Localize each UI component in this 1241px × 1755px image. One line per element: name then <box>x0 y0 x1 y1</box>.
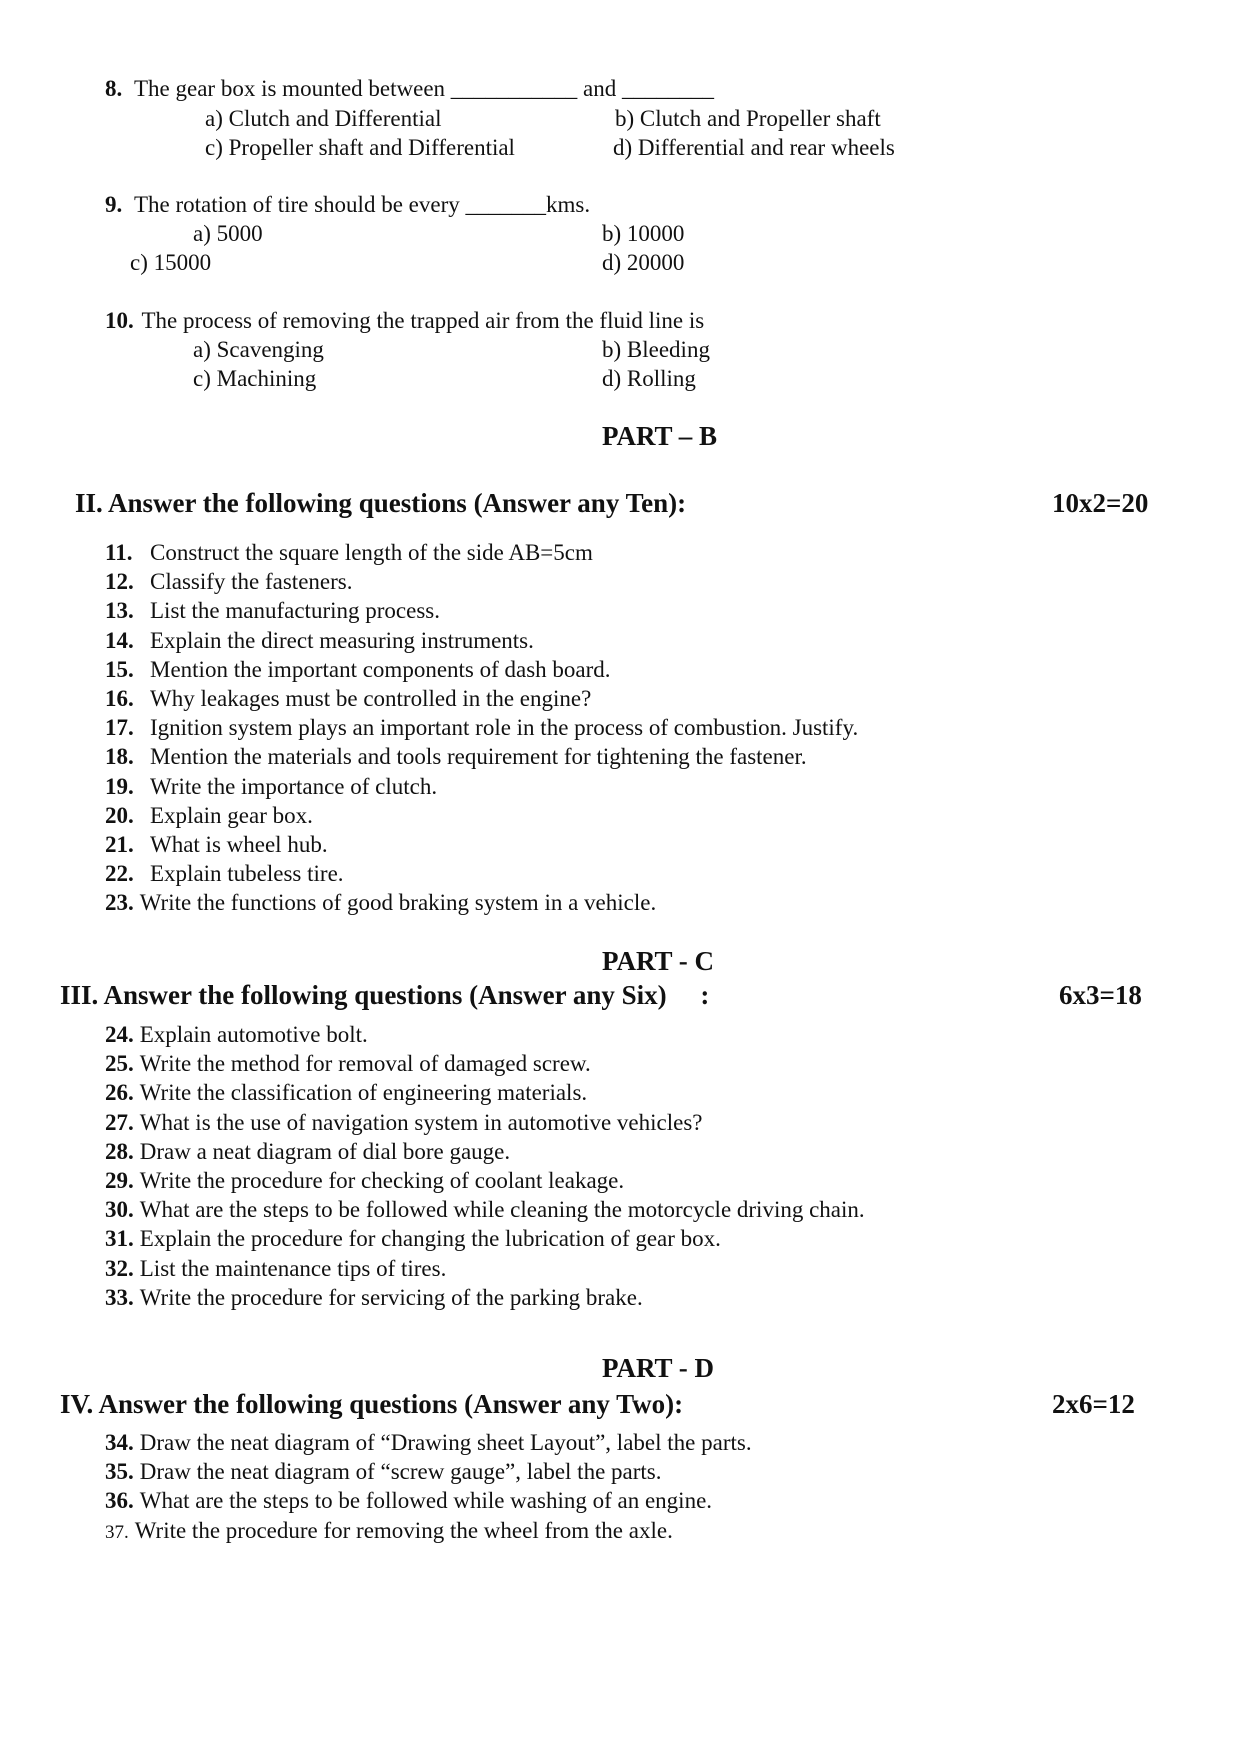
list-item: 21. What is wheel hub. <box>105 832 328 858</box>
question-text: The rotation of tire should be every _______kms. <box>134 192 591 217</box>
list-item: 18. Mention the materials and tools requirement for tightening the fastener. <box>105 744 807 770</box>
question-8 <box>105 74 714 103</box>
list-item: 15. Mention the important components of dash board. <box>105 656 611 682</box>
question-number: 8. <box>105 76 123 101</box>
list-item: 36. What are the steps to be followed while washing of an engine. <box>105 1488 713 1514</box>
part-c-marks: 6x3=18 <box>1059 980 1142 1010</box>
list-item: 24. Explain automotive bolt. <box>105 1022 368 1047</box>
question-text: The gear box is mounted between ___________ and ________ <box>134 76 714 101</box>
option-a: a) 5000 <box>193 221 263 246</box>
option-d: d) Differential and rear wheels <box>613 135 895 160</box>
list-item: 12. Classify the fasteners. <box>105 569 353 595</box>
list-item: 25. Write the method for removal of damaged screw. <box>105 1051 591 1077</box>
list-item: 31. Explain the procedure for changing the lubrication of gear box. <box>105 1226 721 1252</box>
list-item: 11. Construct the square length of the side AB=5cm <box>105 540 593 565</box>
list-item: 32. List the maintenance tips of tires. <box>105 1255 447 1281</box>
part-c-heading: III. Answer the following questions (Answer any Six) : <box>60 980 710 1010</box>
part-d-heading: IV. Answer the following questions (Answer any Two): <box>60 1389 684 1419</box>
option-b: b) 10000 <box>602 221 685 246</box>
list-item: 33. Write the procedure for servicing of the parking brake. <box>105 1284 643 1310</box>
option-c: c) 15000 <box>130 250 212 275</box>
part-d-marks: 2x6=12 <box>1052 1389 1135 1419</box>
option-c: c) Machining <box>193 366 317 391</box>
list-item: 14. Explain the direct measuring instruments. <box>105 627 534 653</box>
part-b-heading: II. Answer the following questions (Answer any Ten): <box>75 488 687 518</box>
list-item: 30. What are the steps to be followed while cleaning the motorcycle driving chain. <box>105 1197 865 1223</box>
list-item: 17. Ignition system plays an important role in the process of combustion. Justify. <box>105 715 859 741</box>
list-item: 16. Why leakages must be controlled in the engine? <box>105 686 592 712</box>
question-9 <box>105 190 590 219</box>
option-d: d) Rolling <box>602 366 696 391</box>
option-d: d) 20000 <box>602 250 685 275</box>
part-b-questions <box>105 538 858 918</box>
option-a: a) Clutch and Differential <box>205 106 442 131</box>
list-item: 26. Write the classification of engineering materials. <box>105 1080 588 1106</box>
question-number: 10. <box>105 308 134 333</box>
list-item: 37. Write the procedure for removing the wheel from the axle. <box>105 1517 673 1543</box>
part-c-questions <box>105 1020 865 1312</box>
list-item: 34. Draw the neat diagram of “Drawing sheet Layout”, label the parts. <box>105 1430 752 1455</box>
list-item: 20. Explain gear box. <box>105 802 313 828</box>
option-a: a) Scavenging <box>193 337 324 362</box>
list-item: 23. Write the functions of good braking system in a vehicle. <box>105 890 657 916</box>
list-item: 27. What is the use of navigation system in automotive vehicles? <box>105 1109 703 1135</box>
list-item: 13. List the manufacturing process. <box>105 598 440 624</box>
list-item: 19. Write the importance of clutch. <box>105 773 438 799</box>
option-c: c) Propeller shaft and Differential <box>205 135 515 160</box>
question-10 <box>105 306 704 335</box>
list-item: 29. Write the procedure for checking of coolant leakage. <box>105 1168 625 1194</box>
part-d-title: PART - D <box>602 1353 715 1383</box>
option-b: b) Clutch and Propeller shaft <box>615 106 881 131</box>
question-number: 9. <box>105 192 123 217</box>
question-text: The process of removing the trapped air from the fluid line is <box>141 308 705 333</box>
part-d-questions <box>105 1428 752 1547</box>
part-b-title: PART – B <box>602 421 718 451</box>
list-item: 28. Draw a neat diagram of dial bore gauge. <box>105 1138 511 1164</box>
list-item: 22. Explain tubeless tire. <box>105 861 344 887</box>
list-item: 35. Draw the neat diagram of “screw gauge”, label the parts. <box>105 1459 662 1485</box>
option-b: b) Bleeding <box>602 337 710 362</box>
part-b-marks: 10x2=20 <box>1052 488 1149 518</box>
part-c-title: PART - C <box>602 946 715 976</box>
